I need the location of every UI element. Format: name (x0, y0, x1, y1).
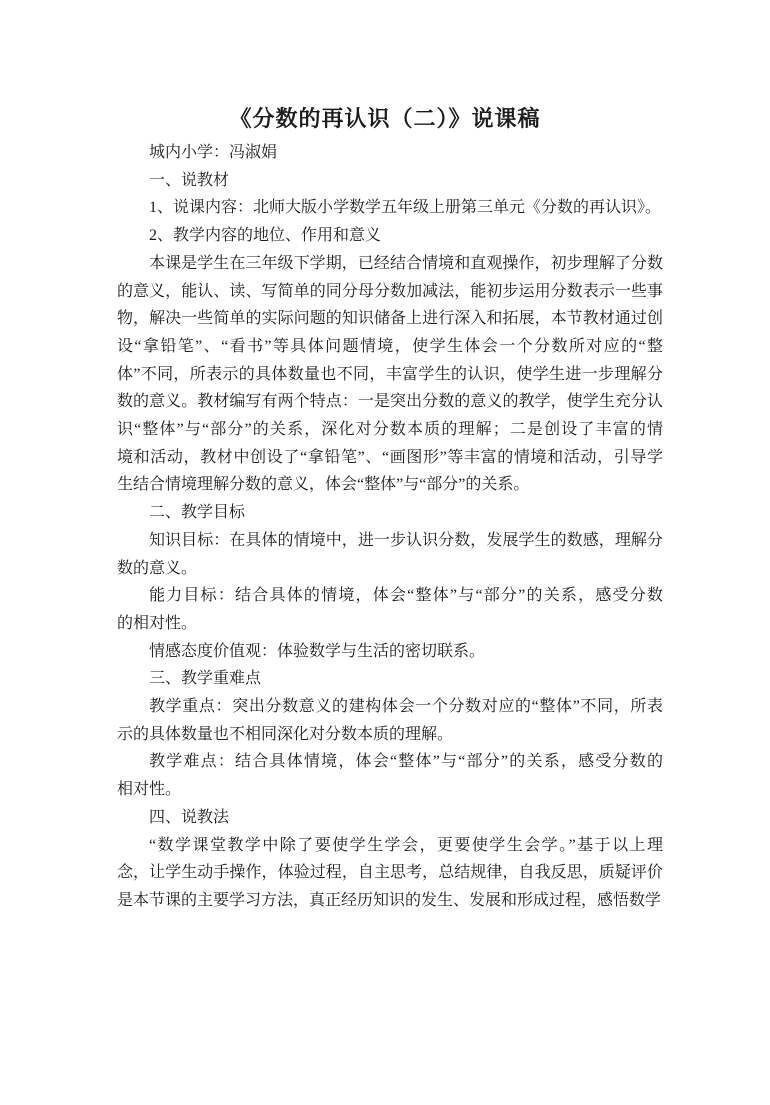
text-line: 四、说教法 (149, 808, 230, 826)
text-line: 二、教学目标 (149, 504, 246, 522)
text-line: 是本节课的主要学习方法，真正经历知识的发生、发展和形成过程，感悟数学 (117, 891, 662, 909)
text-line: 三、教学重难点 (149, 670, 262, 688)
text-line: 数的意义。 (117, 559, 198, 577)
text-line: 2、教学内容的地位、作用和意义 (149, 227, 382, 245)
text-line: 数的意义。教材编写有两个特点：一是突出分数的意义的教学，使学生充分认 (117, 393, 663, 411)
text-line: 的相对性。 (117, 614, 198, 632)
text-line: 教学重点：突出分数意义的建构体会一个分数对应的“整体”不同，所表 (149, 698, 663, 716)
text-line: 城内小学：冯淑娟 (149, 144, 278, 161)
text-line: 1、说课内容：北师大版小学数学五年级上册第三单元《分数的再认识》。 (149, 199, 662, 217)
text-line: 境和活动，教材中创设了“拿铅笔”、“画图形”等丰富的情境和活动，引导学 (117, 448, 663, 466)
paragraph (117, 139, 663, 167)
paragraph (117, 693, 663, 748)
text-line: 体”不同，所表示的具体数量也不同，丰富学生的认识，使学生进一步理解分 (117, 365, 663, 383)
document-page (0, 105, 770, 1105)
text-line: 生结合情境理解分数的意义，体会“整体”与“部分”的关系。 (117, 476, 530, 494)
text-line: 物，解决一些简单的实际问题的知识储备上进行深入和拓展，本节教材通过创 (117, 310, 663, 328)
text-line: 的意义，能认、读、写简单的同分母分数加减法，能初步运用分数表示一些事 (117, 282, 663, 300)
paragraph (117, 804, 663, 832)
text-line: 设“拿铅笔”、“看书”等具体问题情境，使学生体会一个分数所对应的“整 (117, 337, 663, 355)
paragraph (117, 665, 663, 693)
paragraph (117, 250, 663, 499)
paragraph (117, 222, 663, 250)
paragraph (117, 527, 663, 582)
paragraph (117, 582, 663, 637)
text-line: 知识目标：在具体的情境中，进一步认识分数，发展学生的数感，理解分 (149, 531, 663, 549)
document-title: 《分数的再认识（二）》说课稿 (229, 106, 541, 131)
text-line: 教学难点：结合具体情境，体会“整体”与“部分”的关系，感受分数的 (149, 753, 663, 771)
paragraph (117, 748, 663, 803)
paragraph (117, 167, 663, 195)
paragraph (117, 499, 663, 527)
paragraph (117, 194, 663, 222)
document-body (117, 139, 663, 915)
text-line: 本课是学生在三年级下学期，已经结合情境和直观操作，初步理解了分数 (149, 254, 663, 272)
text-line: 相对性。 (117, 781, 182, 799)
paragraph (117, 638, 663, 666)
text-line: “数学课堂教学中除了要使学生学会，更要使学生会学。”基于以上理 (149, 836, 663, 854)
text-line: 情感态度价值观：体验数学与生活的密切联系。 (149, 642, 486, 660)
paragraph (117, 832, 663, 915)
text-line: 示的具体数量也不相同深化对分数本质的理解。 (117, 725, 454, 743)
text-line: 一、说教材 (149, 171, 230, 189)
text-line: 能力目标：结合具体的情境，体会“整体”与“部分”的关系，感受分数 (149, 587, 663, 605)
text-line: 识“整体”与“部分”的关系，深化对分数本质的理解；二是创设了丰富的情 (117, 421, 663, 439)
text-line: 念，让学生动手操作，体验过程，自主思考，总结规律，自我反思，质疑评价 (117, 864, 663, 882)
